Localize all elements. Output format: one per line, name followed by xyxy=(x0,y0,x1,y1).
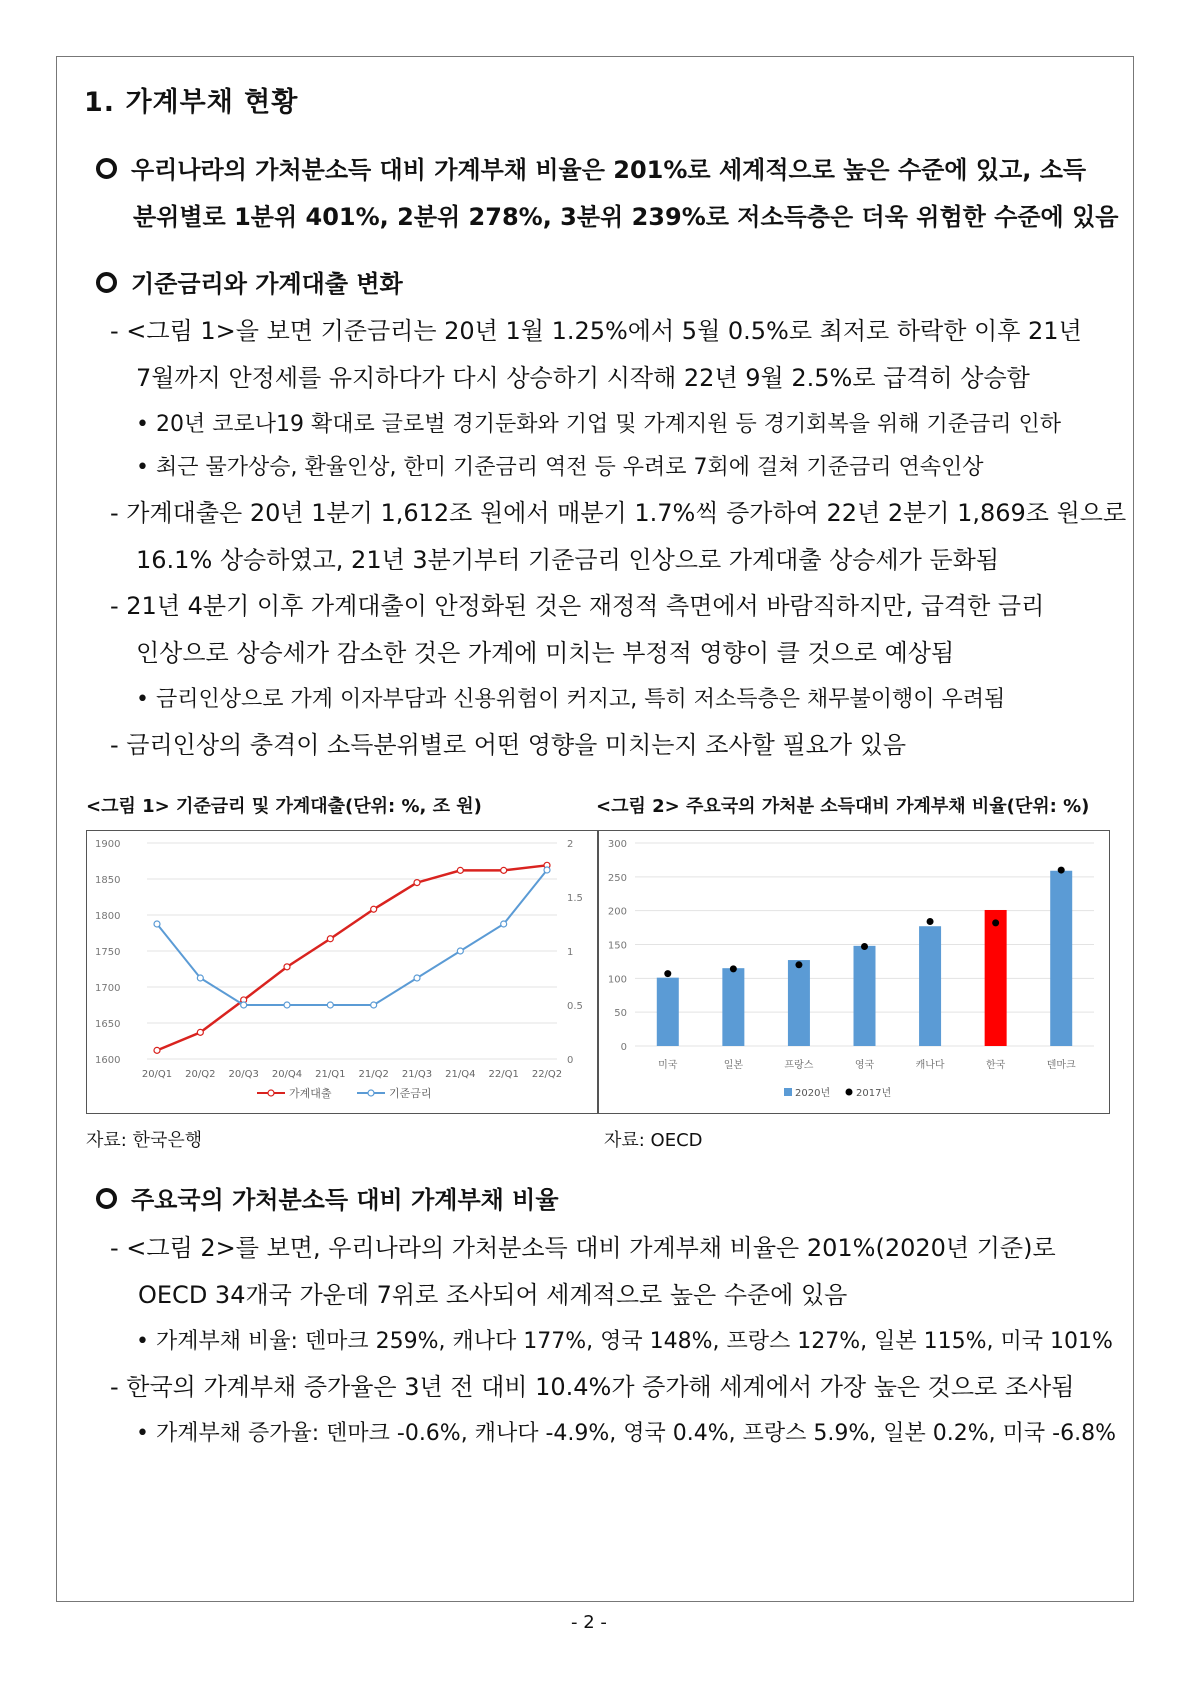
legend-label: 기준금리 xyxy=(389,1087,432,1100)
x-tick-label: 영국 xyxy=(854,1060,875,1071)
y-tick-label: 0 xyxy=(620,1042,627,1053)
bullet3-para2-line1: - 한국의 가계부채 증가율은 3년 전 대비 10.4%가 증가해 세계에서 가장 높은 것으로 조사됨 xyxy=(110,1373,1075,1401)
y-right-tick-label: 1 xyxy=(567,947,574,958)
legend-label: 2017년 xyxy=(856,1088,892,1099)
dot-프랑스 xyxy=(795,961,802,968)
legend-marker xyxy=(846,1089,853,1096)
fig1-line-chart-svg xyxy=(87,831,597,1113)
bullet1-line1: 우리나라의 가처분소득 대비 가계부채 비율은 201%로 세계적으로 높은 수준에 있고, 소득 xyxy=(96,150,1086,185)
bar-프랑스 xyxy=(788,960,810,1046)
bullet2-para3-line2: 인상으로 상승세가 감소한 것은 가계에 미치는 부정적 영향이 클 것으로 예상됨 xyxy=(136,639,955,667)
bullet2-sub1: • 20년 코로나19 확대로 글로벌 경기둔화와 기업 및 가계지원 등 경기회복을 위해 기준금리 인하 xyxy=(136,412,1061,437)
fig2-bar-chart-svg xyxy=(599,831,1109,1113)
y-left-tick-label: 1800 xyxy=(95,911,121,922)
x-tick-label: 20/Q4 xyxy=(271,1069,303,1080)
data-point xyxy=(371,1002,377,1008)
y-left-tick-label: 1900 xyxy=(95,839,121,850)
bullet3-para1-line1: - <그림 2>를 보면, 우리나라의 가처분소득 대비 가계부채 비율은 201%(2020년 기준)로 xyxy=(110,1234,1056,1262)
bullet2-para1-line2: 7월까지 안정세를 유지하다가 다시 상승하기 시작해 22년 9월 2.5%로 급격히 상승함 xyxy=(136,364,1030,392)
fig2-source: 자료: OECD xyxy=(604,1130,703,1151)
bullet3-sub2: • 가계부채 증가율: 덴마크 -0.6%, 캐나다 -4.9%, 영국 0.4%, 프랑스 5.9%, 일본 0.2%, 미국 -6.8% xyxy=(136,1421,1116,1446)
y-left-tick-label: 1600 xyxy=(95,1055,121,1066)
dot-영국 xyxy=(861,943,868,950)
data-point xyxy=(327,1002,333,1008)
bar-한국 xyxy=(985,910,1007,1046)
bullet1-line2: 분위별로 1분위 401%, 2분위 278%, 3분위 239%로 저소득층은 더욱 위험한 수준에 있음 xyxy=(133,203,1119,231)
x-tick-label: 일본 xyxy=(723,1060,744,1071)
data-point xyxy=(414,975,420,981)
bullet2-sub3: • 금리인상으로 가계 이자부담과 신용위험이 커지고, 특히 저소득층은 채무불이행이 우려됨 xyxy=(136,687,1006,712)
x-tick-label: 미국 xyxy=(658,1060,678,1071)
legend-marker xyxy=(368,1090,374,1096)
fig1-caption: <그림 1> 기준금리 및 가계대출(단위: %, 조 원) xyxy=(86,796,482,817)
y-right-tick-label: 1.5 xyxy=(567,893,583,904)
fig2-chart xyxy=(598,830,1110,1114)
bullet-circle-icon xyxy=(96,1188,117,1209)
data-point xyxy=(241,1002,247,1008)
x-tick-label: 22/Q1 xyxy=(488,1069,519,1080)
y-tick-label: 200 xyxy=(607,906,627,918)
dot-한국 xyxy=(992,919,999,926)
x-tick-label: 한국 xyxy=(985,1060,1006,1071)
x-tick-label: 22/Q2 xyxy=(531,1069,563,1080)
x-tick-label: 덴마크 xyxy=(1046,1060,1076,1071)
x-tick-label: 21/Q2 xyxy=(358,1069,389,1080)
data-point xyxy=(544,867,550,873)
bar-캐나다 xyxy=(919,926,941,1046)
fig2-caption: <그림 2> 주요국의 가처분 소득대비 가계부채 비율(단위: %) xyxy=(596,796,1090,817)
data-point xyxy=(327,936,333,942)
y-tick-label: 250 xyxy=(607,872,627,884)
bullet-circle-icon xyxy=(96,272,117,293)
data-point xyxy=(284,1002,290,1008)
data-point xyxy=(457,948,463,954)
legend-label: 2020년 xyxy=(795,1088,831,1099)
x-tick-label: 20/Q3 xyxy=(228,1069,259,1080)
bullet3-para1-line2: OECD 34개국 가운데 7위로 조사되어 세계적으로 높은 수준에 있음 xyxy=(138,1281,848,1309)
data-point xyxy=(197,1029,203,1035)
x-tick-label: 캐나다 xyxy=(915,1060,945,1071)
bullet2-para1-line1: - <그림 1>을 보면 기준금리는 20년 1월 1.25%에서 5월 0.5%로 최저로 하락한 이후 21년 xyxy=(110,317,1082,345)
legend-marker xyxy=(268,1090,274,1096)
bullet2-sub2: • 최근 물가상승, 환율인상, 한미 기준금리 역전 등 우려로 7회에 걸쳐 기준금리 연속인상 xyxy=(136,455,984,480)
data-point xyxy=(501,921,507,927)
bullet2-title: 기준금리와 가계대출 변화 xyxy=(96,264,403,299)
bar-덴마크 xyxy=(1050,871,1072,1046)
data-point xyxy=(154,1047,160,1053)
fig1-chart xyxy=(86,830,598,1114)
y-tick-label: 100 xyxy=(607,974,627,986)
legend-swatch xyxy=(784,1088,792,1096)
page-number: - 2 - xyxy=(571,1612,607,1633)
y-tick-label: 50 xyxy=(614,1008,627,1020)
bullet2-para2-line1: - 가계대출은 20년 1분기 1,612조 원에서 매분기 1.7%씩 증가하여 22년 2분기 1,869조 원으로 xyxy=(110,499,1127,527)
y-tick-label: 150 xyxy=(607,940,627,952)
data-point xyxy=(414,880,420,886)
x-tick-label: 20/Q1 xyxy=(141,1069,173,1080)
bullet3-title: 주요국의 가처분소득 대비 가계부채 비율 xyxy=(96,1180,559,1215)
y-left-tick-label: 1850 xyxy=(95,875,121,886)
dot-일본 xyxy=(730,965,737,972)
x-tick-label: 프랑스 xyxy=(784,1060,814,1071)
x-tick-label: 21/Q3 xyxy=(401,1069,433,1080)
y-left-tick-label: 1650 xyxy=(95,1019,121,1030)
data-point xyxy=(457,867,463,873)
y-left-tick-label: 1700 xyxy=(95,983,121,994)
fig1-source: 자료: 한국은행 xyxy=(86,1130,203,1151)
y-right-tick-label: 0.5 xyxy=(567,1001,583,1012)
dot-캐나다 xyxy=(927,918,934,925)
bullet3-sub1: • 가계부채 비율: 덴마크 259%, 캐나다 177%, 영국 148%, 프랑스 127%, 일본 115%, 미국 101% xyxy=(136,1329,1113,1354)
y-tick-label: 300 xyxy=(607,839,627,850)
x-tick-label: 21/Q4 xyxy=(445,1069,476,1080)
dot-미국 xyxy=(664,970,671,977)
bar-영국 xyxy=(854,946,876,1046)
y-left-tick-label: 1750 xyxy=(95,947,121,958)
bar-일본 xyxy=(722,968,744,1046)
series-line-기준금리 xyxy=(157,870,547,1005)
data-point xyxy=(501,867,507,873)
data-point xyxy=(371,906,377,912)
y-right-tick-label: 2 xyxy=(567,839,574,850)
data-point xyxy=(154,921,160,927)
section-title: 1. 가계부채 현황 xyxy=(84,87,299,118)
y-right-tick-label: 0 xyxy=(567,1055,574,1066)
bar-미국 xyxy=(657,978,679,1046)
x-tick-label: 20/Q2 xyxy=(185,1069,216,1080)
dot-덴마크 xyxy=(1058,867,1065,874)
bullet-circle-icon xyxy=(96,158,117,179)
x-tick-label: 21/Q1 xyxy=(315,1069,346,1080)
bullet2-para2-line2: 16.1% 상승하였고, 21년 3분기부터 기준금리 인상으로 가계대출 상승세가 둔화됨 xyxy=(136,546,1000,574)
legend-label: 가계대출 xyxy=(289,1087,332,1100)
data-point xyxy=(284,964,290,970)
bullet2-para3-line1: - 21년 4분기 이후 가계대출이 안정화된 것은 재정적 측면에서 바람직하지만, 급격한 금리 xyxy=(110,592,1045,620)
data-point xyxy=(197,975,203,981)
bullet2-para4-line1: - 금리인상의 충격이 소득분위별로 어떤 영향을 미치는지 조사할 필요가 있음 xyxy=(110,731,907,759)
